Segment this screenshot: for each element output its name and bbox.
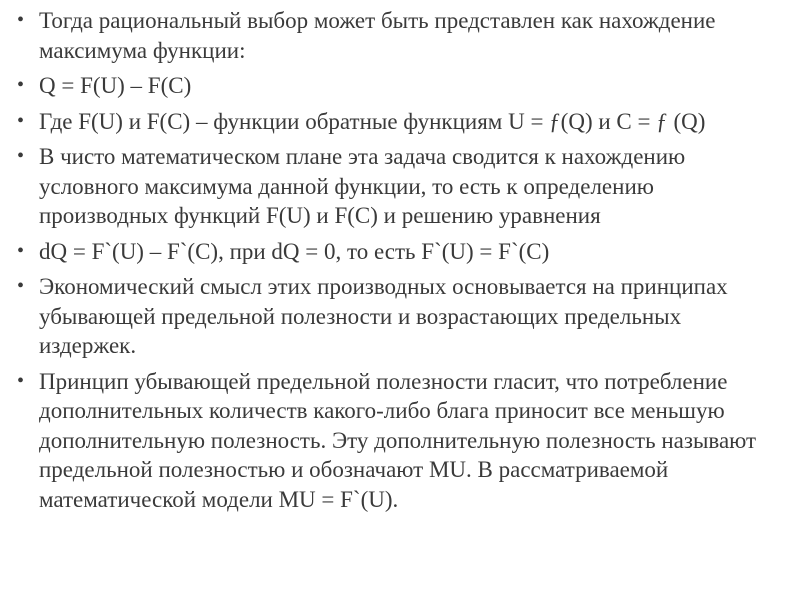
bullet-item-economic-meaning <box>17 272 780 361</box>
bullet-text: В чисто математическом плане эта задача сводится к нахождению условного максимума данной функции, то есть к определению производных функций F(U) и F(C) и решению уравнения <box>39 144 686 228</box>
bullet-icon: • <box>17 275 25 297</box>
bullet-item-derivative-equation <box>17 237 780 267</box>
bullet-item-math-task <box>17 142 780 231</box>
bullet-text: Где F(U) и F(C) – функции обратные функциям U = ƒ(Q) и C = ƒ (Q) <box>39 108 706 134</box>
bullet-item-rational-choice <box>17 6 780 65</box>
bullet-text: Тогда рациональный выбор может быть представлен как нахождение максимума функции: <box>39 8 716 63</box>
bullet-item-marginal-utility <box>17 367 780 515</box>
bullet-text: dQ = F`(U) – F`(C), при dQ = 0, то есть F`(U) = F`(C) <box>39 238 550 264</box>
bullet-icon: • <box>17 239 25 262</box>
bullet-text: Экономический смысл этих производных основывается на принципах убывающей предельной полезности и возрастающих предельных издержек. <box>39 274 728 358</box>
bullet-item-inverse-functions <box>17 107 780 137</box>
bullet-icon: • <box>17 109 25 132</box>
bullet-icon: • <box>17 145 25 167</box>
bullet-icon: • <box>17 369 25 392</box>
bullet-icon: • <box>17 9 25 31</box>
bullet-item-q-formula <box>17 71 780 101</box>
bullet-list <box>17 6 780 514</box>
bullet-text: Принцип убывающей предельной полезности гласит, что потребление дополнительных количеств какого-либо блага приносит все меньшую дополнительную полезность. Эту дополнительную полезность называют предельной полезностью и обозначают MU. В рассматриваемой математической модели MU = F`(U). <box>39 368 757 512</box>
bullet-text: Q = F(U) – F(C) <box>39 73 192 98</box>
bullet-icon: • <box>17 74 25 96</box>
